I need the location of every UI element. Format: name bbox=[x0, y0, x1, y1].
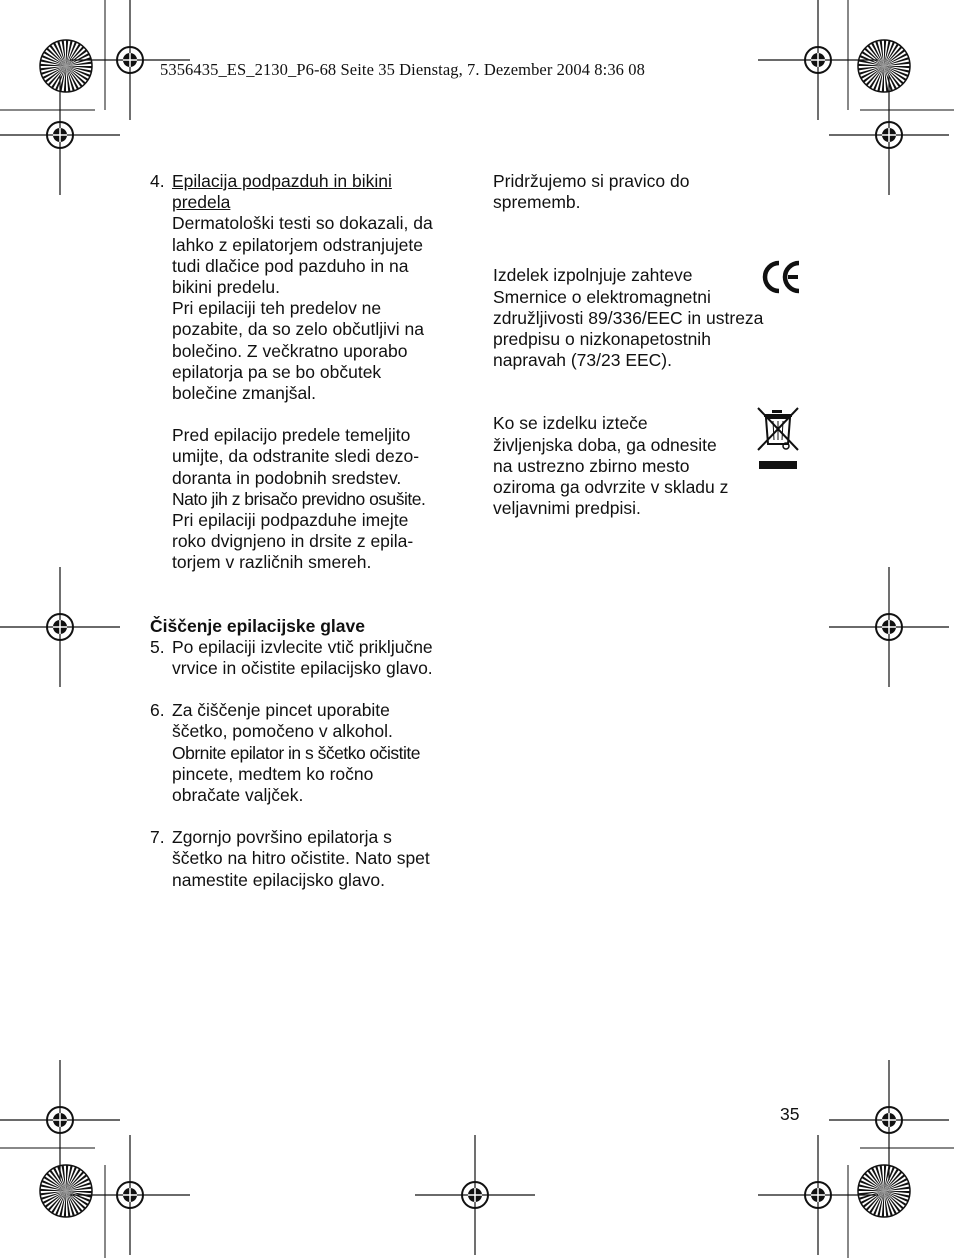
text-line: Izdelek izpolnjuje zahteve bbox=[493, 265, 693, 286]
registration-crosshair-icon bbox=[829, 567, 949, 687]
text-line: bolečino. Z večkratno uporabo bbox=[172, 340, 408, 361]
text-line: umijte, da odstranite sledi dezo- bbox=[172, 446, 420, 467]
registration-crosshair-icon bbox=[0, 1060, 120, 1180]
text-line: Pred epilacijo predele temeljito bbox=[172, 425, 411, 446]
registration-crosshair-icon bbox=[415, 1135, 535, 1255]
text-line: življenjska doba, ga odnesite bbox=[493, 434, 717, 455]
text-line: ščetko, pomočeno v alkohol. bbox=[172, 721, 393, 742]
text-line: Dermatološki testi so dokazali, da bbox=[172, 213, 433, 234]
color-calibration-starburst-icon bbox=[40, 1165, 92, 1217]
item-heading-line: predela bbox=[172, 192, 231, 213]
item-number: 7. bbox=[150, 827, 165, 848]
text-line: Po epilaciji izvlecite vtič priključne bbox=[172, 636, 433, 657]
text-line: Pri epilaciji teh predelov ne bbox=[172, 298, 382, 319]
text-line: Nato jih z brisačo previdno osušite. bbox=[172, 488, 426, 509]
registration-crosshair-icon bbox=[829, 1060, 949, 1180]
text-line: Smernice o elektromagnetni bbox=[493, 286, 711, 307]
page-number: 35 bbox=[780, 1104, 800, 1124]
text-line: ščetko na hitro očistite. Nato spet bbox=[172, 848, 430, 869]
text-line: Zgornjo površino epilatorja s bbox=[172, 827, 392, 848]
text-line: napravah (73/23 EEC). bbox=[493, 350, 672, 371]
item-number: 4. bbox=[150, 171, 165, 191]
color-calibration-starburst-icon bbox=[40, 40, 92, 92]
section-heading: Čiščenje epilacijske glave bbox=[150, 615, 365, 636]
text-line: roko dvignjeno in drsite z epila- bbox=[172, 531, 414, 552]
text-line: bikini predelu. bbox=[172, 277, 280, 298]
color-calibration-starburst-icon bbox=[858, 40, 910, 92]
item-heading-line: Epilacija podpazduh in bikini bbox=[172, 171, 392, 191]
text-line: lahko z epilatorjem odstranjujete bbox=[172, 234, 423, 255]
text-line: pozabite, da so zelo občutljivi na bbox=[172, 319, 424, 340]
text-line: sprememb. bbox=[493, 192, 581, 213]
text-line: doranta in podobnih sredstev. bbox=[172, 467, 402, 488]
text-line: obračate valjček. bbox=[172, 785, 304, 806]
text-line: Pridržujemo si pravico do bbox=[493, 171, 690, 191]
registration-crosshair-icon bbox=[0, 75, 120, 195]
text-line: namestite epilacijsko glavo. bbox=[172, 869, 386, 890]
item-number: 5. bbox=[150, 636, 165, 657]
text-line: na ustrezno zbirno mesto bbox=[493, 455, 690, 476]
text-line: vrvice in očistite epilacijsko glavo. bbox=[172, 658, 433, 679]
text-line: bolečine zmanjšal. bbox=[172, 383, 316, 404]
text-line: Obrnite epilator in s ščetko očistite bbox=[172, 742, 421, 763]
text-line: Pri epilaciji podpazduhe imejte bbox=[172, 510, 409, 531]
text-line: epilatorja pa se bo občutek bbox=[172, 361, 382, 382]
text-line: Za čiščenje pincet uporabite bbox=[172, 700, 390, 721]
text-line: predpisu o nizkonapetostnih bbox=[493, 329, 711, 350]
text-line: veljavnimi predpisi. bbox=[493, 498, 641, 519]
item-number: 6. bbox=[150, 700, 165, 721]
text-line: tudi dlačice pod pazduho in na bbox=[172, 255, 409, 276]
print-slug-header: 5356435_ES_2130_P6-68 Seite 35 Dienstag, 7. Dezember 2004 8:36 08 bbox=[160, 60, 645, 79]
text-line: oziroma ga odvrzite v skladu z bbox=[493, 477, 729, 498]
text-line: torjem v različnih smereh. bbox=[172, 552, 372, 573]
color-calibration-starburst-icon bbox=[858, 1165, 910, 1217]
text-line: združljivosti 89/336/EEC in ustreza bbox=[493, 307, 764, 328]
registration-crosshair-icon bbox=[829, 75, 949, 195]
registration-crosshair-icon bbox=[0, 567, 120, 687]
text-line: pincete, medtem ko ročno bbox=[172, 763, 374, 784]
text-line: Ko se izdelku izteče bbox=[493, 413, 648, 434]
